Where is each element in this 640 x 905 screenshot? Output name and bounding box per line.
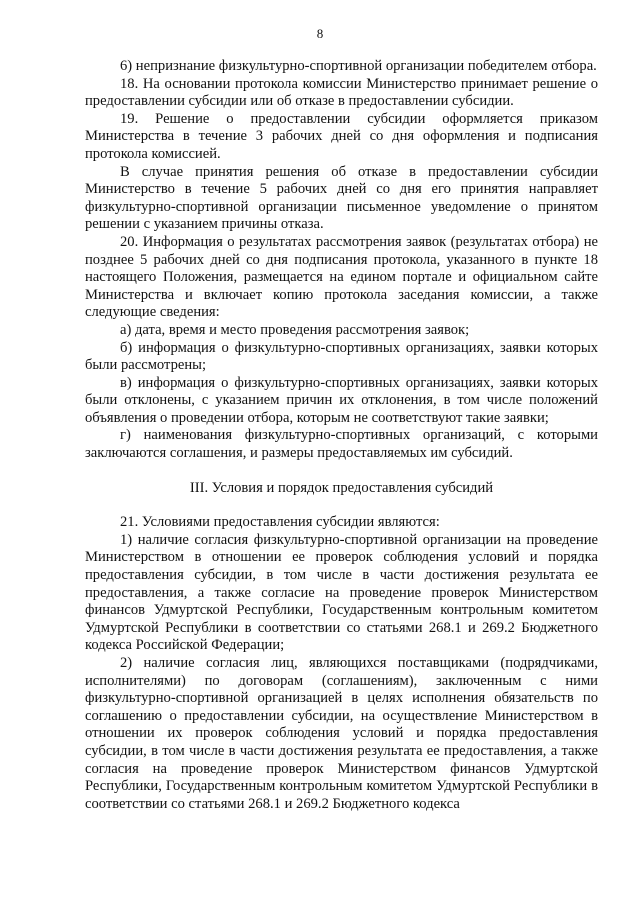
list-item: 2) наличие согласия лиц, являющихся поставщиками (подрядчиками, исполнителями) по договорам (соглашениям), заключенным с ними физкультурно-спортивной организацией в целях исполнения обязательств по соглашению о предоставлении субсидии, на осуществление Министерством в отношении их проверок соблюдения условий и порядка предоставления субсидии, в том числе в части достижения результата ее предоставления, а также согласия на проведение проверок Министерством финансов Удмуртской Республики, Государственным контрольным комитетом Удмуртской Республики в соответствии со статьями 268.1 и 269.2 Бюджетного кодекса xyxy=(85,655,598,812)
list-item: в) информация о физкультурно-спортивных организациях, заявки которых были отклонены, с указанием причин их отклонения, в том числе положений объявления о проведении отбора, которым не соответствуют такие заявки; xyxy=(85,374,598,426)
paragraph: 19. Решение о предоставлении субсидии оформляется приказом Министерства в течение 3 рабочих дней со дня оформления и подписания протокола комиссией. xyxy=(85,110,598,162)
list-item: г) наименования физкультурно-спортивных организаций, с которыми заключаются соглашения, и размеры предоставляемых им субсидий. xyxy=(85,427,598,462)
list-item: а) дата, время и место проведения рассмотрения заявок; xyxy=(120,321,470,338)
document-body xyxy=(85,58,598,813)
paragraph: 18. На основании протокола комиссии Министерство принимает решение о предоставлении субсидии или об отказе в предоставлении субсидии. xyxy=(85,75,598,110)
paragraph: 20. Информация о результатах рассмотрения заявок (результатах отбора) не позднее 5 рабочих дней со дня подписания протокола, указанного в пункте 18 настоящего Положения, размещается на едином портале и официальном сайте Министерства и включает копию протокола заседания комиссии, а также следующие сведения: xyxy=(85,233,598,321)
paragraph: 6) непризнание физкультурно-спортивной организации победителем отбора. xyxy=(120,58,597,74)
section-heading: III. Условия и порядок предоставления субсидий xyxy=(189,479,494,496)
paragraph: 21. Условиями предоставления субсидии являются: xyxy=(120,514,440,531)
paragraph: В случае принятия решения об отказе в предоставлении субсидии Министерство в течение 5 рабочих дней со дня его принятия направляет физкультурно-спортивной организации письменное уведомление о принятом решении с указанием причины отказа. xyxy=(85,163,598,233)
list-item: б) информация о физкультурно-спортивных организациях, заявки которых были рассмотрены; xyxy=(85,339,598,374)
page-number: 8 xyxy=(316,26,324,41)
list-item: 1) наличие согласия физкультурно-спортивной организации на проведение Министерством в отношении ее проверок соблюдения условий и порядка предоставления субсидии, в том числе в части достижения результата ее предоставления, а также согласие на проведение проверок Министерством финансов Удмуртской Республики, Государственным контрольным комитетом Удмуртской Республики в соответствии со статьями 268.1 и 269.2 Бюджетного кодекса Российской Федерации; xyxy=(85,531,598,654)
